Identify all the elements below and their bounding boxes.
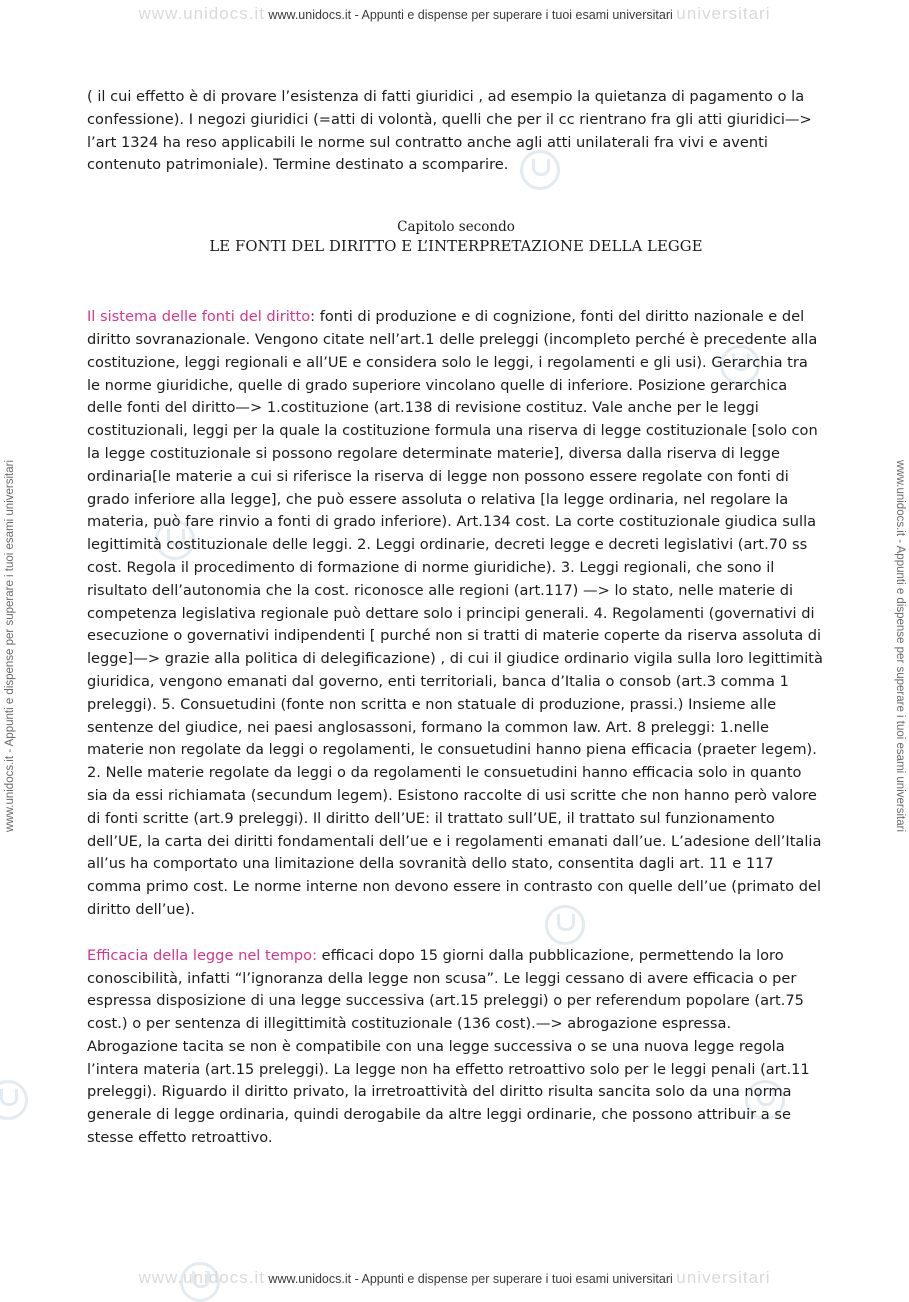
header-watermark [0,4,909,24]
document-body [87,86,825,1150]
footer-watermark [0,1268,909,1288]
chapter-label: Capitolo secondo [397,219,515,236]
intro-paragraph: ( il cui effetto è di provare l’esistenza di fatti giuridici , ad esempio la quietanza di pagamento o la confessione). I negozi giuridici (=atti di volontà, quelli che per il cc rientrano fra gli atti giuridici—> l’art 1324 ha reso applicabili le norme sul contratto anche agli atti unilaterali fra vivi e aventi contenuto patrimoniale). Termine destinato a scomparire. [87,88,812,174]
chapter-header [87,217,825,257]
footer-watermark-text: www.unidocs.it - Appunti e dispense per superare i tuoi esami universitari [268,1272,673,1286]
ghost-watermark-right: universitari [676,4,771,23]
section-efficacia-paragraph [87,945,825,1150]
ghost-watermark-right: universitari [676,1268,771,1287]
side-watermark-left: www.unidocs.it - Appunti e dispense per superare i tuoi esami universitari [4,459,16,833]
section-efficacia-body: efficaci dopo 15 giorni dalla pubblicazione, permettendo la loro conoscibilità, infatti “l’ignoranza della legge non scusa”. Le leggi cessano di avere efficacia o per espressa disposizione di una legge successiva (art.15 preleggi) o per referendum popolare (art.75 cost.) o per sentenza di illegittimità costituzionale (136 cost).—> abrogazione espressa. Abrogazione tacita se non è compatibile con una legge successiva o se una nuova legge regola l’intera materia (art.15 preleggi). La legge non ha effetto retroattivo solo per le leggi penali (art.11 preleggi). Riguardo il diritto privato, la irretroattività del diritto risulta sancita solo da una norma generale di legge ordinaria, quindi derogabile da altre leggi ordinarie, che possono attribuir a se stesse effetto retroattivo. [87,946,810,1147]
header-watermark-text: www.unidocs.it - Appunti e dispense per superare i tuoi esami universitari [268,8,673,22]
ghost-watermark-left: www.unidocs.it [138,1268,265,1287]
section-heading-fonti: Il sistema delle fonti del diritto [87,308,311,326]
section-fonti-body: : fonti di produzione e di cognizione, fonti del diritto nazionale e del diritto sovranazionale. Vengono citate nell’art.1 delle preleggi (incompleto perché è precedente alla costituzione, leggi regionali e all’UE e considera solo le leggi, i regolamenti e gli usi). Gerarchia tra le norme giuridiche, quelle di grado superiore vincolano quelle di inferiore. Posizione gerarchica delle fonti del diritto—> 1.costituzione (art.138 di revisione costituz. Vale anche per le leggi costituzionali, leggi per la quale la costituzione formula una riserva di legge costituzionale [solo con la legge costituzionale si possono regolare determinate materie], diversa dalla riserva di legge ordinaria[le materie a cui si riferisce la riserva di legge non possono essere regolate con fonti di grado inferiore alla legge], che può essere assoluta o relativa [la legge ordinaria, nel regolare la materia, può fare rinvio a fonti di grado inferiore). Art.134 cost. La corte costituzionale giudica sulla legittimità costituzionale delle leggi. 2. Leggi ordinarie, decreti legge e decreti legislativi (art.70 ss cost. Regola il procedimento di formazione di norme giuridiche). 3. Leggi regionali, che sono il risultato dell’autonomia che la cost. riconosce alle regioni (art.117) —> lo stato, nelle materie di competenza legislativa regionale può dettare solo i principi generali. 4. Regolamenti (governativi di esecuzione o governativi indipendenti [ purché non si tratti di materie coperte da riserva assoluta di legge]—> grazie alla politica di delegificazione) , di cui il giudice ordinario vigila sulla loro legittimità giuridica, vengono emanati dal governo, enti territoriali, banca d’Italia o consob (art.3 comma 1 preleggi). 5. Consuetudini (fonte non scritta e non statuale di produzione, prassi.) Insieme alle sentenze del giudice, nei paesi anglosassoni, formano la common law. Art. 8 preleggi: 1.nelle materie non regolate da leggi o regolamenti, le consuetudini hanno piena efficacia (praeter legem). 2. Nelle materie regolate da leggi o da regolamenti le consuetudini hanno efficacia solo in quanto sia da essi richiamata (secundum legem). Esistono raccolte di usi scritte che non hanno però valore di fonti scritte (art.9 preleggi). Il diritto dell’UE: il trattato sull’UE, il trattato sul funzionamento dell’UE, la carta dei diritti fondamentali dell’ue e i regolamenti emanati dall’ue. L’adesione dell’Italia all’us ha comportato una limitazione della sovranità dello stato, consentita dagli art. 11 e 117 comma primo cost. Le norme interne non devono essere in contrasto con quelle dell’ue (primato del diritto dell’ue). [87,308,823,918]
side-watermark-right: www.unidocs.it - Appunti e dispense per superare i tuoi esami universitari [894,459,906,833]
ghost-watermark-left: www.unidocs.it [138,4,265,23]
watermark-logo-icon [0,1080,28,1120]
section-fonti-paragraph [87,306,825,922]
chapter-title: LE FONTI DEL DIRITTO E L’INTERPRETAZIONE DELLA LEGGE [209,238,703,256]
section-heading-efficacia: Efficacia della legge nel tempo: [87,946,318,964]
